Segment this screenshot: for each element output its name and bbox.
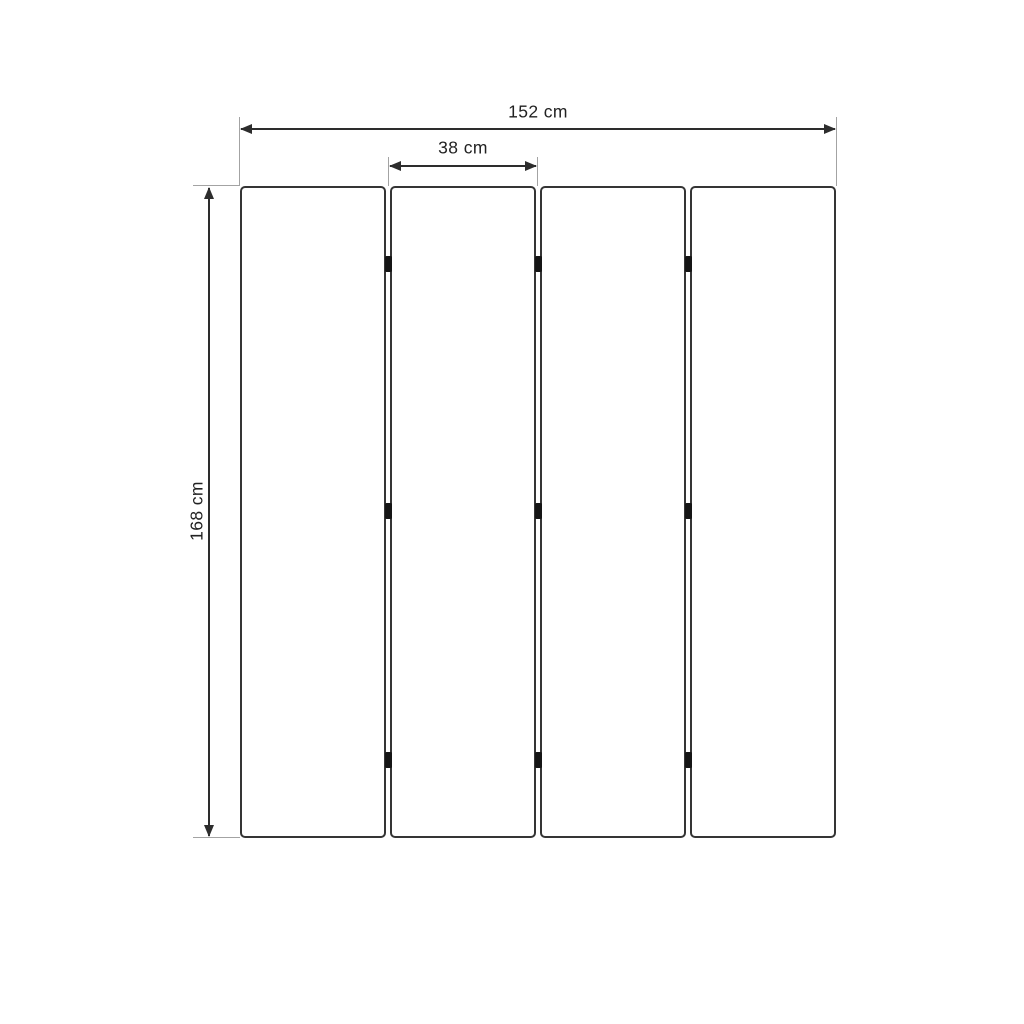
dimension-line-panel-width	[390, 165, 536, 167]
hinge-icon	[535, 503, 542, 519]
arrowhead-down-icon	[204, 825, 214, 837]
hinge-icon	[535, 256, 542, 272]
panel-2	[390, 186, 536, 838]
arrowhead-left-icon	[389, 161, 401, 171]
arrowhead-up-icon	[204, 187, 214, 199]
panel-width-label: 38 cm	[438, 137, 488, 158]
arrowhead-left-icon	[240, 124, 252, 134]
panel-4	[690, 186, 836, 838]
hinge-icon	[385, 752, 392, 768]
height-label: 168 cm	[186, 481, 207, 541]
hinge-icon	[385, 503, 392, 519]
dimension-line-total-width	[241, 128, 835, 130]
hinge-icon	[385, 256, 392, 272]
hinge-icon	[535, 752, 542, 768]
hinge-icon	[685, 256, 692, 272]
arrowhead-right-icon	[824, 124, 836, 134]
extension-line-bottom	[193, 837, 240, 838]
extension-line-top	[193, 185, 240, 186]
hinge-icon	[685, 752, 692, 768]
panel-1	[240, 186, 386, 838]
hinge-icon	[685, 503, 692, 519]
panel-3	[540, 186, 686, 838]
dimension-line-height	[208, 188, 210, 836]
total-width-label: 152 cm	[508, 101, 568, 122]
panel-row	[240, 186, 836, 838]
arrowhead-right-icon	[525, 161, 537, 171]
extension-line-right	[836, 117, 837, 186]
extension-line-right	[537, 157, 538, 186]
